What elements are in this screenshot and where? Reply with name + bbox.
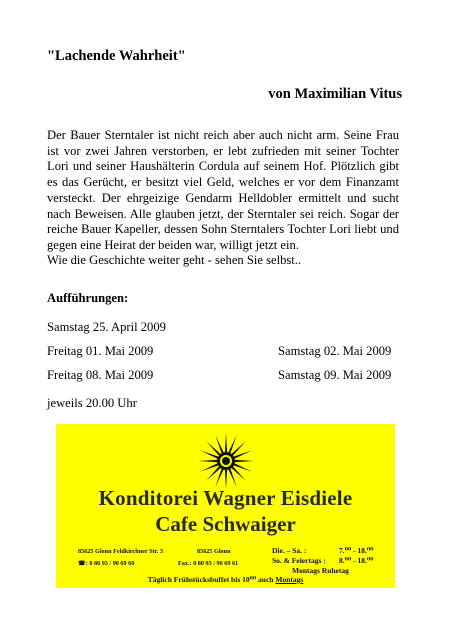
author-line: von Maximilian Vitus: [268, 86, 402, 102]
sun-ray: [235, 460, 254, 462]
ad-address: 85625 Glonn Feldkirchner Str. 3: [78, 548, 163, 555]
ad-hours-weekday-value: 7.⁰⁰ - 18.⁰⁰: [339, 546, 374, 555]
ad-footer: [56, 575, 395, 584]
ad-address-right: 85625 Glonn: [197, 548, 231, 555]
sun-ray: [225, 433, 227, 452]
performance-date: Samstag 02. Mai 2009: [278, 344, 392, 358]
ad-footer-underlined: Montags: [275, 575, 304, 584]
performance-date: Freitag 08. Mai 2009: [47, 368, 154, 382]
ad-hours-weekend-label: So. & Feiertags :: [272, 556, 326, 565]
performance-date: Samstag 09. Mai 2009: [278, 368, 392, 382]
ad-shop-name: Konditorei Wagner Eisdiele: [98, 486, 353, 510]
sun-ray: [198, 460, 217, 462]
advertisement-banner: [56, 424, 395, 588]
time-note: jeweils 20.00 Uhr: [47, 396, 137, 410]
sun-logo-icon: [197, 432, 255, 490]
ad-closed-note: Montags Ruhetag: [292, 566, 349, 575]
ad-footer-text: Täglich Frühstücksbuffet bis 10⁰⁰ auch: [147, 575, 274, 584]
ad-fax: Fax.: 0 80 93 / 90 69 61: [178, 560, 239, 567]
ad-phone: ☎: 0 80 93 / 90 69 60: [78, 560, 135, 567]
synopsis-paragraph: Der Bauer Sterntaler ist nicht reich aber auch nicht arm. Seine Frau ist vor zwei Jahren verstorben, er lebt zufrieden mit seiner Tochter Lori und seiner Haushälterin Cordula auf seinem Hof. Plötzlich gibt es das Gerücht, er besitzt viel Geld, welches er vor dem Finanzamt versteckt. Der ehrgeizige Gendarm Helldobler ermittelt und sucht nach Beweisen. Alle glauben jetzt, der Sterntaler sei reich. Sogar der reiche Bauer Kapeller, dessen Sohn Sterntalers Tochter Lori liebt und gegen eine Heirat der beiden war, willigt jetzt ein.: [47, 128, 399, 252]
page-title: "Lachende Wahrheit": [47, 48, 186, 64]
performance-date: Samstag 25. April 2009: [47, 320, 166, 334]
performances-heading: Aufführungen:: [47, 291, 129, 305]
performance-date: Freitag 01. Mai 2009: [47, 344, 154, 358]
ad-hours-weekend-value: 8.⁰⁰ - 18.⁰⁰: [339, 556, 374, 565]
ad-hours-weekday-label: Die. – Sa. :: [272, 546, 307, 555]
teaser-line: Wie die Geschichte weiter geht - sehen Sie selbst..: [47, 253, 302, 267]
ad-cafe-name: Cafe Schwaiger: [155, 512, 296, 536]
